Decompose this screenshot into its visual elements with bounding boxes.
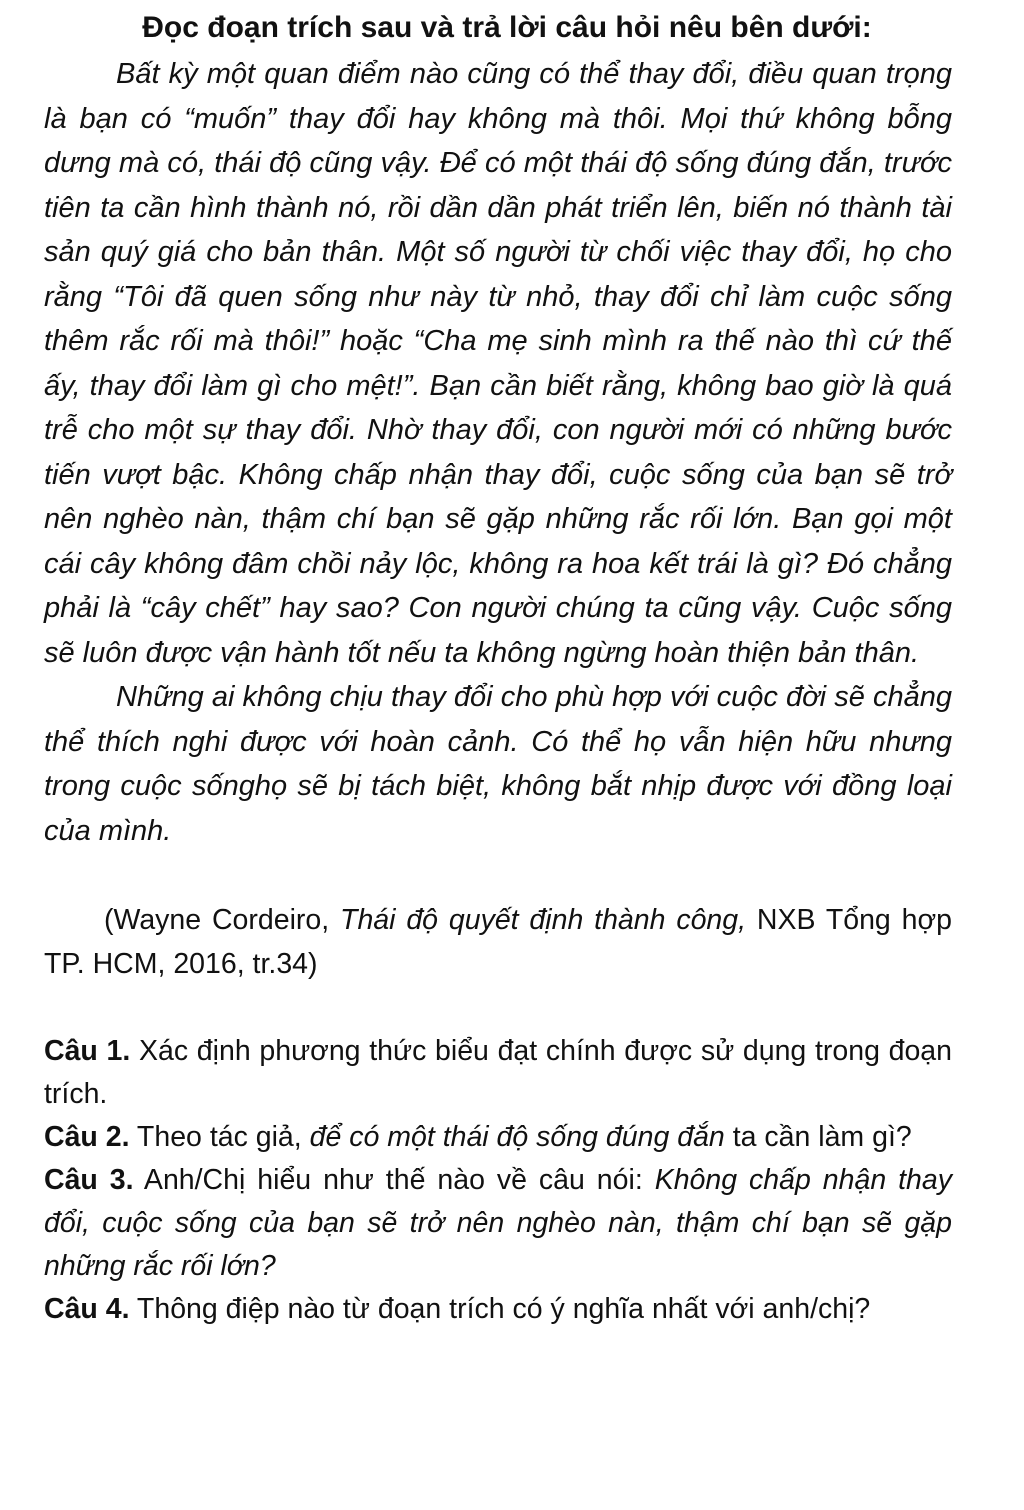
question-2-quote: để có một thái độ sống đúng đắn	[309, 1121, 725, 1153]
question-1	[44, 1030, 952, 1116]
source-citation	[44, 898, 952, 986]
question-2-text-after: ta cần làm gì?	[724, 1121, 912, 1153]
citation-book-title: Thái độ quyết định thành công,	[340, 904, 747, 936]
question-1-label: Câu 1.	[44, 1035, 131, 1067]
passage-paragraph-1: Bất kỳ một quan điểm nào cũng có thể thay đổi, điều quan trọng là bạn có “muốn” thay đổi hay không mà thôi. Mọi thứ không bỗng dưng mà có, thái độ cũng vậy. Để có một thái độ sống đúng đắn, trước tiên ta cần hình thành nó, rồi dần dần phát triển lên, biến nó thành tài sản quý giá cho bản thân. Một số người từ chối việc thay đổi, họ cho rằng “Tôi đã quen sống như này từ nhỏ, thay đổi chỉ làm cuộc sống thêm rắc rối mà thôi!” hoặc “Cha mẹ sinh mình ra thế nào thì cứ thế ấy, thay đổi làm gì cho mệt!”. Bạn cần biết rằng, không bao giờ là quá trễ cho một sự thay đổi. Nhờ thay đổi, con người mới có những bước tiến vượt bậc. Không chấp nhận thay đổi, cuộc sống của bạn sẽ trở nên nghèo nàn, thậm chí bạn sẽ gặp những rắc rối lớn. Bạn gọi một cái cây không đâm chồi nảy lộc, không ra hoa kết trái là gì? Đó chẳng phải là “cây chết” hay sao? Con người chúng ta cũng vậy. Cuộc sống sẽ luôn được vận hành tốt nếu ta không ngừng hoàn thiện bản thân.	[44, 58, 952, 669]
question-4	[44, 1288, 952, 1331]
question-3-text-before: Anh/Chị hiểu như thế nào về câu nói:	[133, 1164, 655, 1196]
question-4-text: Thông điệp nào từ đoạn trích có ý nghĩa nhất với anh/chị?	[129, 1293, 871, 1325]
question-3-label: Câu 3.	[44, 1164, 134, 1196]
passage-paragraph-2: Những ai không chịu thay đổi cho phù hợp với cuộc đời sẽ chẳng thể thích nghi được với hoàn cảnh. Có thể họ vẫn hiện hữu nhưng trong cuộc sốnghọ sẽ bị tách biệt, không bắt nhịp được với đồng loại của mình.	[44, 681, 952, 847]
question-4-label: Câu 4.	[44, 1293, 130, 1325]
citation-author: (Wayne Cordeiro,	[104, 904, 341, 936]
question-3	[44, 1159, 952, 1288]
question-2-text-before: Theo tác giả,	[129, 1121, 310, 1153]
question-2	[44, 1116, 952, 1159]
question-list	[44, 1030, 952, 1331]
question-2-label: Câu 2.	[44, 1121, 130, 1153]
instruction-heading: Đọc đoạn trích sau và trả lời câu hỏi nêu bên dưới:	[142, 11, 872, 44]
question-1-text: Xác định phương thức biểu đạt chính được sử dụng trong đoạn trích.	[44, 1035, 953, 1110]
document-page	[44, 8, 952, 1331]
question-3-quote: Không chấp nhận thay đổi, cuộc sống của bạn sẽ trở nên nghèo nàn, thậm chí bạn sẽ gặp những rắc rối lớn?	[44, 1164, 952, 1282]
citation-publisher: NXB Tổng hợp TP. HCM, 2016, tr.34)	[44, 904, 953, 980]
